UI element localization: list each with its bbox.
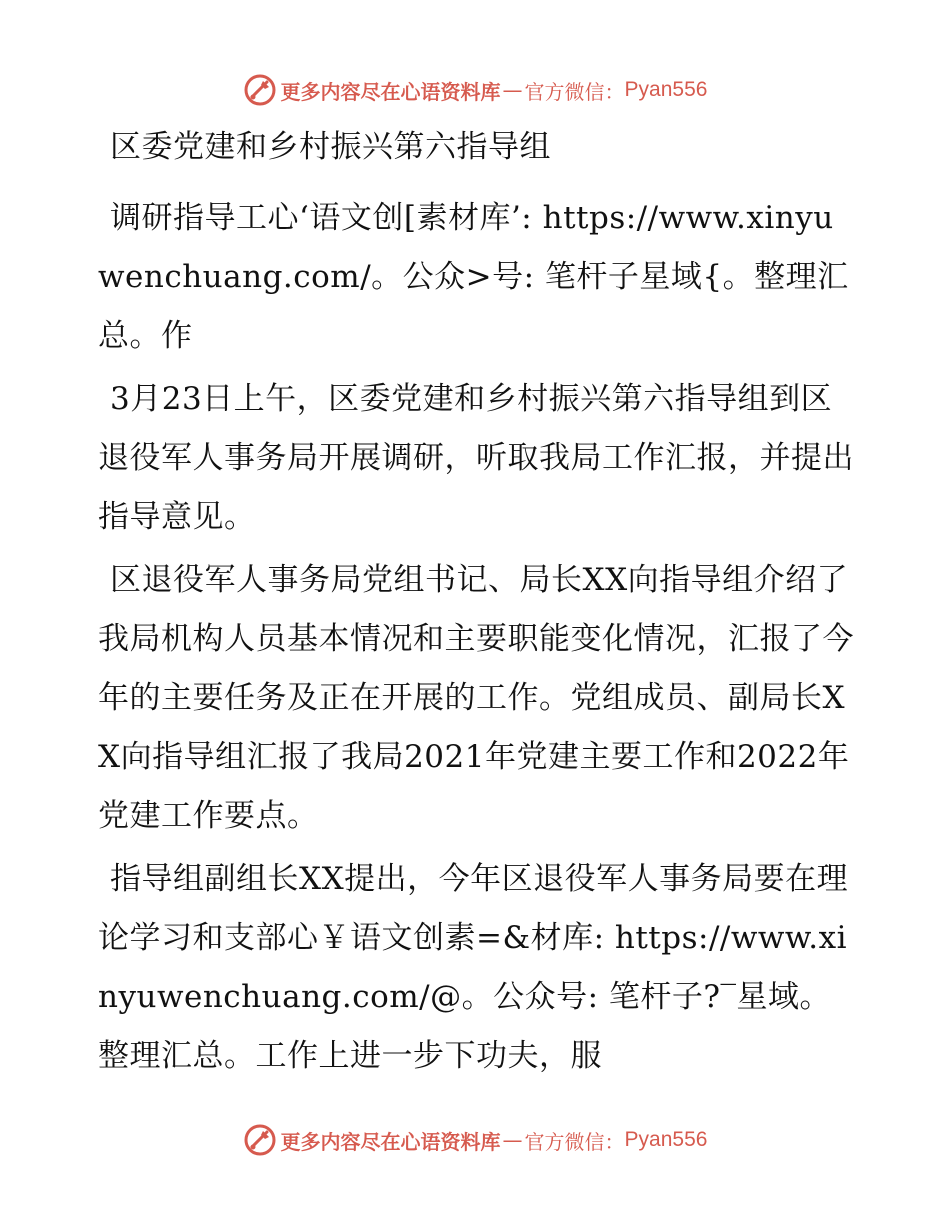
footer-dash: —: [502, 1128, 523, 1152]
paragraph-4: 指导组副组长XX提出，今年区退役军人事务局要在理论学习和支部心￥语文创素=&材库: https://www.xinyuwenchuang.com/@。公众号: 笔杆子?‾星域。整理汇总。工作上进一步下功夫，服: [98, 861, 849, 1074]
document-body: [98, 118, 858, 1090]
header-dash: —: [502, 78, 523, 102]
header-wechat-id: Pyan556: [624, 78, 708, 101]
footer-wechat-label: 官方微信：: [524, 1129, 625, 1154]
header-wechat-label: 官方微信：: [524, 79, 625, 104]
logo-icon: [243, 1123, 277, 1157]
paragraph-3: 区退役军人事务局党组书记、局长XX向指导组介绍了我局机构人员基本情况和主要职能变化情况，汇报了今年的主要任务及正在开展的工作。党组成员、副局长XX向指导组汇报了我局2021年党建主要工作和2022年党建工作要点。: [98, 562, 854, 834]
logo-icon: [243, 73, 277, 107]
footer-brand-text: 更多内容尽在心语资料库: [280, 1129, 501, 1154]
header-banner: [0, 70, 950, 110]
paragraph-1: 调研指导工心‘语文创[素材库’: https://www.xinyuwenchuang.com/。公众>号: 笔杆子星域{。整理汇总。作: [98, 200, 849, 354]
footer-wechat-id: Pyan556: [624, 1128, 708, 1151]
header-brand-text: 更多内容尽在心语资料库: [280, 79, 501, 104]
footer-banner: [0, 1120, 950, 1160]
document-title: 区委党建和乡村振兴第六指导组: [110, 129, 551, 165]
paragraph-2: 3月23日上午，区委党建和乡村振兴第六指导组到区退役军人事务局开展调研，听取我局工作汇报，并提出指导意见。: [98, 381, 854, 535]
